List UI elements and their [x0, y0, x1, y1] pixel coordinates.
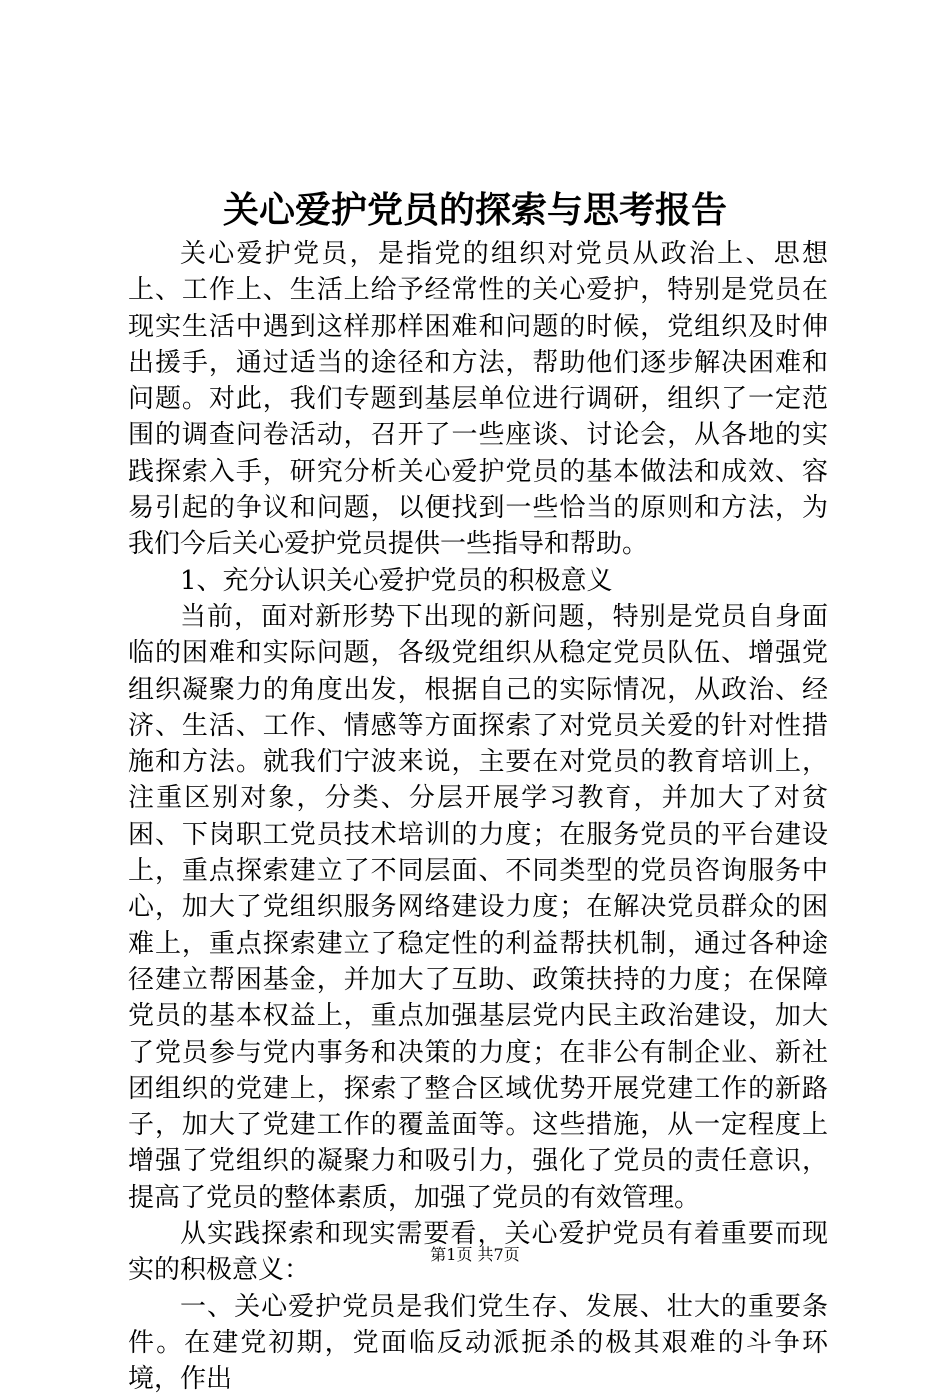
document-body — [128, 236, 828, 1398]
paragraph-point-one: 一、关心爱护党员是我们党生存、发展、壮大的重要条件。在建党初期，党面临反动派扼杀的极其艰难的斗争环境，作出 — [128, 1291, 828, 1395]
paragraph-significance-lead: 从实践探索和现实需要看，关心爱护党员有着重要而现实的积极意义： — [128, 1219, 828, 1286]
paragraph-intro: 关心爱护党员，是指党的组织对党员从政治上、思想上、工作上、生活上给予经常性的关心爱护，特别是党员在现实生活中遇到这样那样困难和问题的时候，党组织及时伸出援手，通过适当的途径和方法，帮助他们逐步解决困难和问题。对此，我们专题到基层单位进行调研，组织了一定范围的调查问卷活动，召开了一些座谈、讨论会，从各地的实践探索入手，研究分析关心爱护党员的基本做法和成效、容易引起的争议和问题，以便找到一些恰当的原则和方法，为我们今后关心爱护党员提供一些指导和帮助。 — [128, 239, 828, 560]
section-heading-1: 1、充分认识关心爱护党员的积极意义 — [180, 565, 613, 596]
paragraph-current-practice: 当前，面对新形势下出现的新问题，特别是党员自身面临的困难和实际问题，各级党组织从稳定党员队伍、增强党组织凝聚力的角度出发，根据自己的实际情况，从政治、经济、生活、工作、情感等方面探索了对党员关爱的针对性措施和方法。就我们宁波来说，主要在对党员的教育培训上，注重区别对象，分类、分层开展学习教育，并加大了对贫困、下岗职工党员技术培训的力度；在服务党员的平台建设上，重点探索建立了不同层面、不同类型的党员咨询服务中心，加大了党组织服务网络建设力度；在解决党员群众的困难上，重点探索建立了稳定性的利益帮扶机制，通过各种途径建立帮困基金，并加大了互助、政策扶持的力度；在保障党员的基本权益上，重点加强基层党内民主政治建设，加大了党员参与党内事务和决策的力度；在非公有制企业、新社团组织的党建上，探索了整合区域优势开展党建工作的新路子，加大了党建工作的覆盖面等。这些措施，从一定程度上增强了党组织的凝聚力和吸引力，强化了党员的责任意识，提高了党员的整体素质，加强了党员的有效管理。 — [128, 601, 828, 1213]
document-title: 关心爱护党员的探索与思考报告 — [222, 189, 727, 231]
page-number-footer: 第1页 共7页 — [430, 1245, 520, 1264]
